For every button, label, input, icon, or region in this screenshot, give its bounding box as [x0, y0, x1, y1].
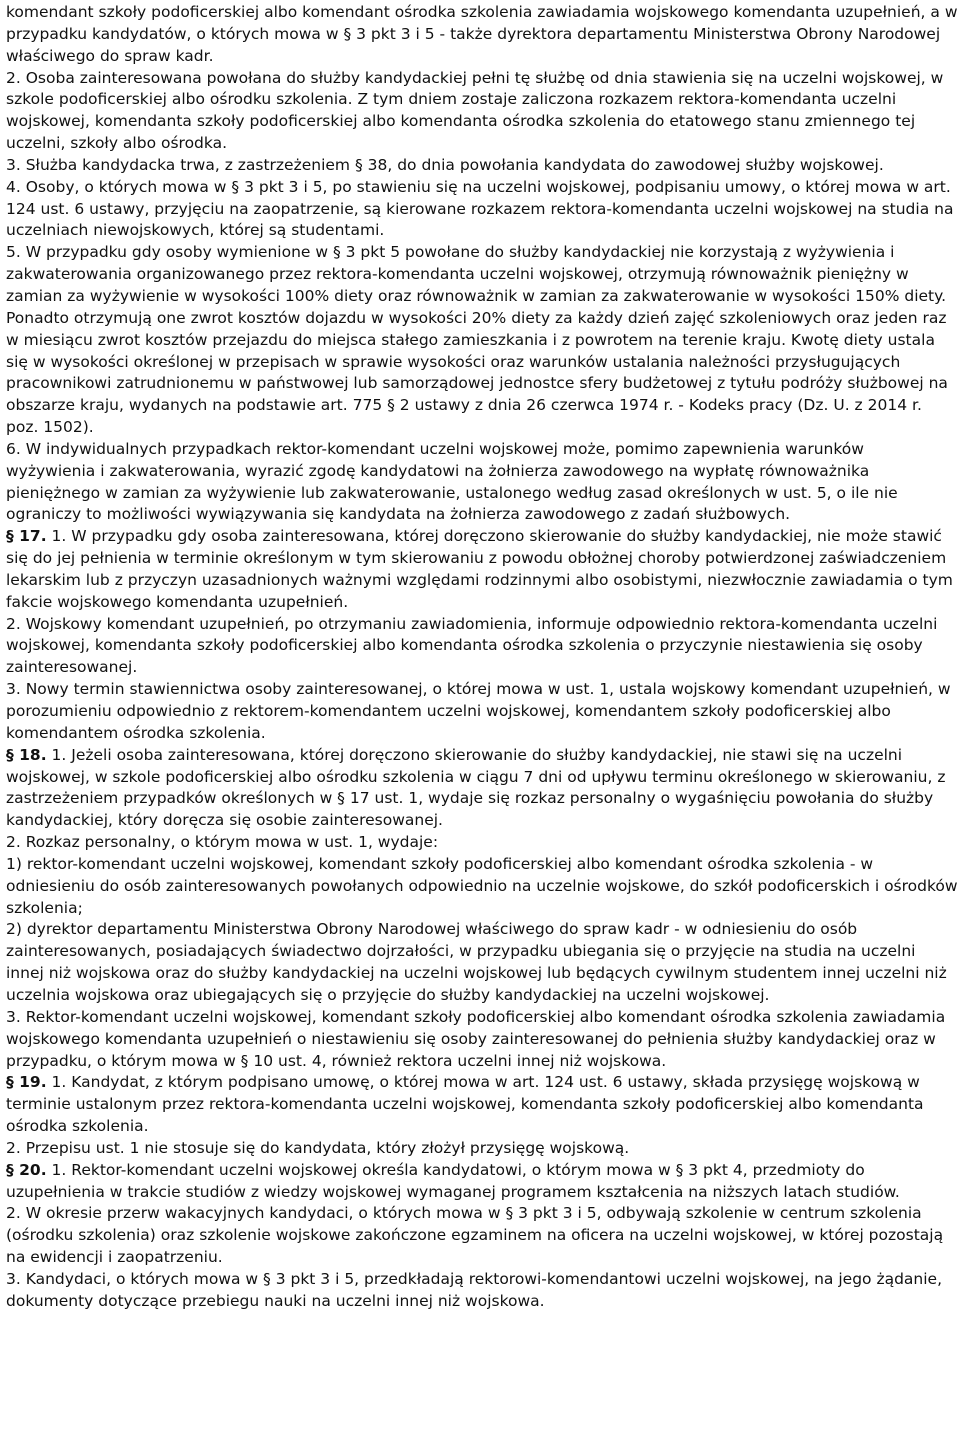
- paragraph: 2. Rozkaz personalny, o którym mowa w ust. 1, wydaje:: [6, 833, 439, 852]
- paragraph-section-17: [6, 526, 958, 613]
- paragraph: 2. W okresie przerw wakacyjnych kandydaci, o których mowa w § 3 pkt 3 i 5, odbywają szkolenie w centrum szkolenia (ośrodku szkolenia) oraz szkolenie wojskowe zakończone egzaminem na oficera na uczelni wojskowej, w której pozostają na ewidencji i zaopatrzeniu.: [6, 1204, 944, 1267]
- paragraph-text: 1. Kandydat, z którym podpisano umowę, o której mowa w art. 124 ust. 6 ustawy, składa przysięgę wojskową w terminie ustalonym przez rektora-komendanta uczelni wojskowej, komendanta szkoły podoficerskiej albo komendanta ośrodka szkolenia.: [6, 1073, 924, 1136]
- paragraph: 3. Kandydaci, o których mowa w § 3 pkt 3 i 5, przedkładają rektorowi-komendantowi uczelni wojskowej, na jego żądanie, dokumenty dotyczące przebiegu nauki na uczelni innej niż wojskowa.: [6, 1269, 943, 1310]
- paragraph: 4. Osoby, o których mowa w § 3 pkt 3 i 5, po stawieniu się na uczelni wojskowej, podpisaniu umowy, o której mowa w art. 124 ust. 6 ustawy, przyjęciu na zaopatrzenie, są kierowane rozkazem rektora-komendanta uczelni wojskowej na studia na uczelniach niewojskowych, której są studentami.: [6, 177, 954, 240]
- section-number: § 18.: [6, 745, 47, 764]
- paragraph-text: 1. Jeżeli osoba zainteresowana, której doręczono skierowanie do służby kandydackiej, nie stawi się na uczelni wojskowej, w szkole podoficerskiej albo ośrodku szkolenia w ciągu 7 dni od upływu terminu określonego w skierowaniu, z zastrzeżeniem przypadków określonych w § 17 ust. 1, wydaje się rozkaz personalny o wygaśnięciu powołania do służby kandydackiej, który doręcza się osobie zainteresowanej.: [6, 745, 946, 830]
- paragraph-text: 1. W przypadku gdy osoba zainteresowana, której doręczono skierowanie do służby kandydackiej, nie może stawić się do jej pełnienia w terminie określonym w tym skierowaniu z powodu obłożnej choroby potwierdzonej zaświadczeniem lekarskim lub z przyczyn uzasadnionych ważnymi względami rodzinnymi albo osobistymi, niezwłocznie zawiadamia o tym fakcie wojskowego komendanta uzupełnień.: [6, 527, 953, 611]
- paragraph: 5. W przypadku gdy osoby wymienione w § 3 pkt 5 powołane do służby kandydackiej nie korzystają z wyżywienia i zakwaterowania organizowanego przez rektora-komendanta uczelni wojskowej, otrzymują równoważnik pieniężny w zamian za wyżywienie w wysokości 100% diety oraz równoważnik w zamian za zakwaterowanie w wysokości 150% diety. Ponadto otrzymują one zwrot kosztów dojazdu w wysokości 20% diety za każdy dzień zajęć szkoleniowych oraz jeden raz w miesiącu zwrot kosztów przejazdu do miejsca stałego zamieszkania i z powrotem na terenie kraju. Kwotę diety ustala się w wysokości określonej w przepisach w sprawie wysokości oraz warunków ustalania należności przysługujących pracownikowi zatrudnionemu w państwowej lub samorządowej jednostce sfery budżetowej z tytułu podróży służbowej na obszarze kraju, wydanych na podstawie art. 775 § 2 ustawy z dnia 26 czerwca 1974 r. - Kodeks pracy (Dz. U. z 2014 r. poz. 1502).: [6, 243, 948, 437]
- section-number: § 19.: [6, 1073, 47, 1092]
- paragraph: 3. Służba kandydacka trwa, z zastrzeżeniem § 38, do dnia powołania kandydata do zawodowej służby wojskowej.: [6, 155, 884, 174]
- section-number: § 17.: [6, 527, 47, 546]
- list-item: 2) dyrektor departamentu Ministerstwa Obrony Narodowej właściwego do spraw kadr - w odniesieniu do osób zainteresowanych, posiadających świadectwo dojrzałości, w przypadku ubiegania się o przyjęcie na studia na uczelni innej niż wojskowa oraz do służby kandydackiej na uczelni wojskowej lub będących cywilnym studentem innej uczelni niż uczelnia wojskowa oraz ubiegających się o przyjęcie do służby kandydackiej na uczelni wojskowej.: [6, 920, 947, 1004]
- section-number: § 20.: [6, 1160, 47, 1179]
- paragraph-section-19: [6, 1072, 958, 1138]
- paragraph: 2. Wojskowy komendant uzupełnień, po otrzymaniu zawiadomienia, informuje odpowiednio rektora-komendanta uczelni wojskowej, komendanta szkoły podoficerskiej albo komendanta ośrodka szkolenia o przyczynie niestawienia się osoby zainteresowanej.: [6, 614, 938, 677]
- paragraph-section-20: [6, 1160, 958, 1204]
- paragraph: 3. Nowy termin stawiennictwa osoby zainteresowanej, o której mowa w ust. 1, ustala wojskowy komendant uzupełnień, w porozumieniu odpowiednio z rektorem-komendantem uczelni wojskowej, komendantem szkoły podoficerskiej albo komendantem ośrodka szkolenia.: [6, 680, 951, 742]
- paragraph-section-18: [6, 745, 958, 832]
- paragraph: 2. Przepisu ust. 1 nie stosuje się do kandydata, który złożył przysięgę wojskową.: [6, 1138, 630, 1157]
- paragraph: komendant szkoły podoficerskiej albo komendant ośrodka szkolenia zawiadamia wojskowego komendanta uzupełnień, a w przypadku kandydatów, o których mowa w § 3 pkt 3 i 5 - także dyrektora departamentu Ministerstwa Obrony Narodowej właściwego do spraw kadr.: [6, 3, 958, 65]
- paragraph: 6. W indywidualnych przypadkach rektor-komendant uczelni wojskowej może, pomimo zapewnienia warunków wyżywienia i zakwaterowania, wyrazić zgodę kandydatowi na żołnierza zawodowego na wypłatę równoważnika pieniężnego w zamian za wyżywienie lub zakwaterowanie, ustalonego według zasad określonych w ust. 5, o ile nie ograniczy to możliwości wywiązywania się kandydata na żołnierza zawodowego z zadań służbowych.: [6, 439, 898, 524]
- paragraph: 3. Rektor-komendant uczelni wojskowej, komendant szkoły podoficerskiej albo komendant ośrodka szkolenia zawiadamia wojskowego komendanta uzupełnień o niestawieniu się osoby zainteresowanej do pełnienia służby kandydackiej oraz w przypadku, o którym mowa w § 10 ust. 4, również rektora uczelni innej niż wojskowa.: [6, 1007, 946, 1070]
- paragraph-text: 1. Rektor-komendant uczelni wojskowej określa kandydatowi, o którym mowa w § 3 pkt 4, przedmioty do uzupełnienia w trakcie studiów z wiedzy wojskowej wymaganej programem kształcenia na niższych latach studiów.: [6, 1160, 900, 1201]
- paragraph: 2. Osoba zainteresowana powołana do służby kandydackiej pełni tę służbę od dnia stawienia się na uczelni wojskowej, w szkole podoficerskiej albo ośrodku szkolenia. Z tym dniem zostaje zaliczona rozkazem rektora-komendanta uczelni wojskowej, komendanta szkoły podoficerskiej albo komendanta ośrodka szkolenia do etatowego stanu zmiennego tej uczelni, szkoły albo ośrodka.: [6, 68, 944, 153]
- list-item: 1) rektor-komendant uczelni wojskowej, komendant szkoły podoficerskiej albo komendant ośrodka szkolenia - w odniesieniu do osób zainteresowanych powołanych odpowiednio na uczelnie wojskowe, do szkół podoficerskich i ośrodków szkolenia;: [6, 854, 958, 917]
